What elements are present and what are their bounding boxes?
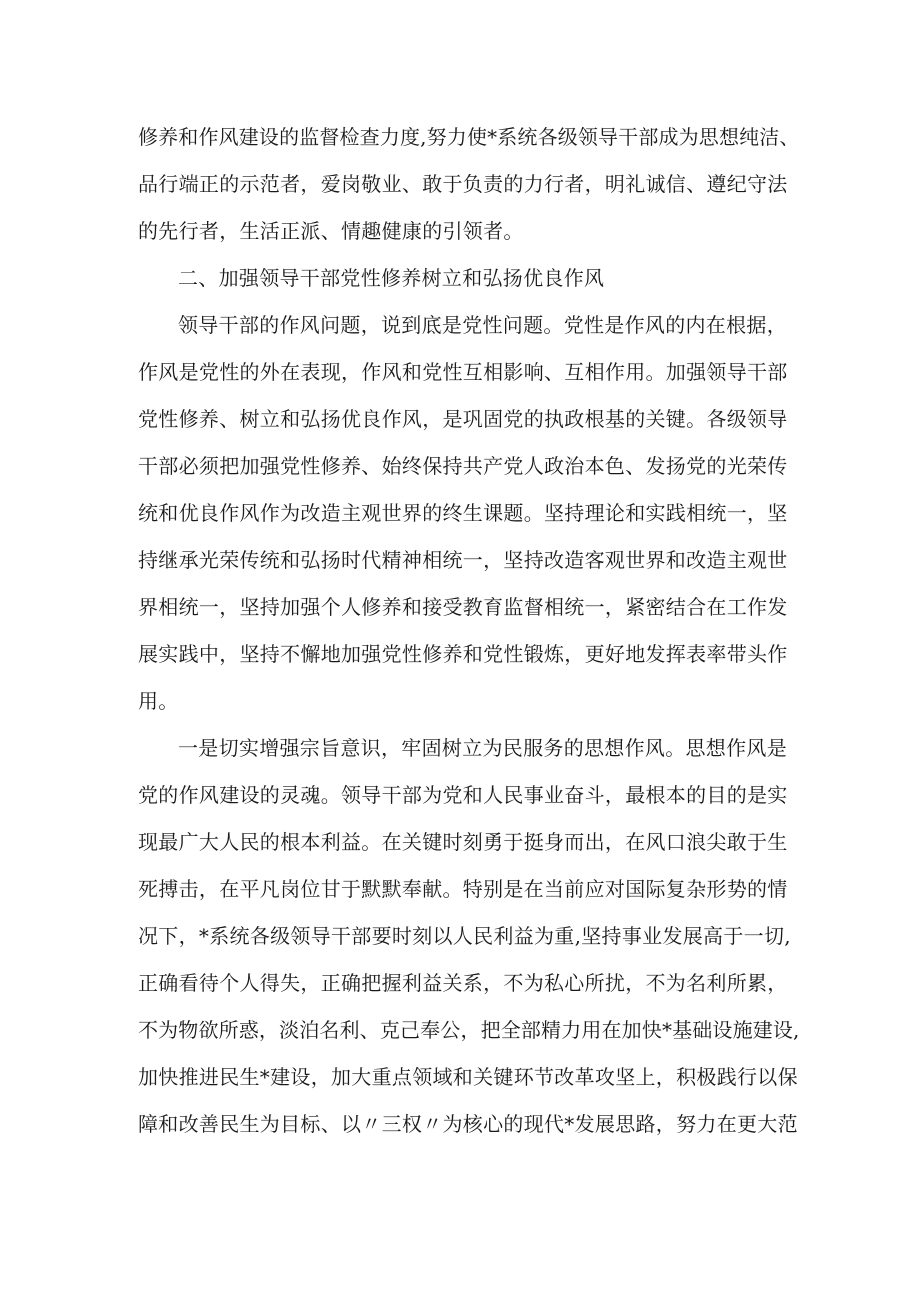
paragraph-1-line-3: 的先行者，生活正派、情趣健康的引领者。 <box>138 219 524 243</box>
paragraph-3-line-4: 死搏击，在平凡岗位甘于默默奉献。特别是在当前应对国际复杂形势的情 <box>138 877 788 901</box>
paragraph-2-line-7: 界相统一，坚持加强个人修养和接受教育监督相统一，紧密结合在工作发 <box>138 595 788 619</box>
paragraph-1-line-2: 品行端正的示范者，爱岗敬业、敢于负责的力行者，明礼诚信、遵纪守法 <box>138 172 788 196</box>
paragraph-2-line-1: 领导干部的作风问题，说到底是党性问题。党性是作风的内在根据， <box>178 313 787 337</box>
paragraph-3-line-1: 一是切实增强宗旨意识，牢固树立为民服务的思想作风。思想作风是 <box>178 736 787 760</box>
paragraph-3-line-9: 障和改善民生为目标、以〃三权〃为核心的现代*发展思路，努力在更大范 <box>138 1112 798 1136</box>
paragraph-2-line-2: 作风是党性的外在表现，作风和党性互相影响、互相作用。加强领导干部 <box>138 360 788 384</box>
paragraph-3-line-6: 正确看待个人得失，正确把握利益关系，不为私心所扰，不为名利所累， <box>138 971 788 995</box>
paragraph-3-line-2: 党的作风建设的灵魂。领导干部为党和人民事业奋斗，最根本的目的是实 <box>138 783 788 807</box>
paragraph-2-line-9: 用。 <box>138 689 179 713</box>
paragraph-3-line-3: 现最广大人民的根本利益。在关键时刻勇于挺身而出，在风口浪尖敢于生 <box>138 830 788 854</box>
section-heading: 二、加强领导干部党性修养树立和弘扬优良作风 <box>178 266 605 290</box>
paragraph-2-line-5: 统和优良作风作为改造主观世界的终生课题。坚持理论和实践相统一，坚 <box>138 501 788 525</box>
paragraph-3-line-8: 加快推进民生*建设，加大重点领域和关键环节改革攻坚上，积极践行以保 <box>138 1065 798 1089</box>
paragraph-2-line-4: 干部必须把加强党性修养、始终保持共产党人政治本色、发扬党的光荣传 <box>138 454 788 478</box>
paragraph-1-line-1: 修养和作风建设的监督检查力度,努力使*系统各级领导干部成为思想纯洁、 <box>138 125 800 149</box>
paragraph-2-line-6: 持继承光荣传统和弘扬时代精神相统一，坚持改造客观世界和改造主观世 <box>138 548 788 572</box>
paragraph-3-line-5: 况下，*系统各级领导干部要时刻以人民利益为重,坚持事业发展高于一切, <box>138 924 791 948</box>
paragraph-3-line-7: 不为物欲所惑，淡泊名利、克己奉公，把全部精力用在加快*基础设施建设, <box>138 1018 800 1042</box>
paragraph-2-line-3: 党性修养、树立和弘扬优良作风，是巩固党的执政根基的关键。各级领导 <box>138 407 788 431</box>
paragraph-2-line-8: 展实践中，坚持不懈地加强党性修养和党性锻炼，更好地发挥表率带头作 <box>138 642 788 666</box>
